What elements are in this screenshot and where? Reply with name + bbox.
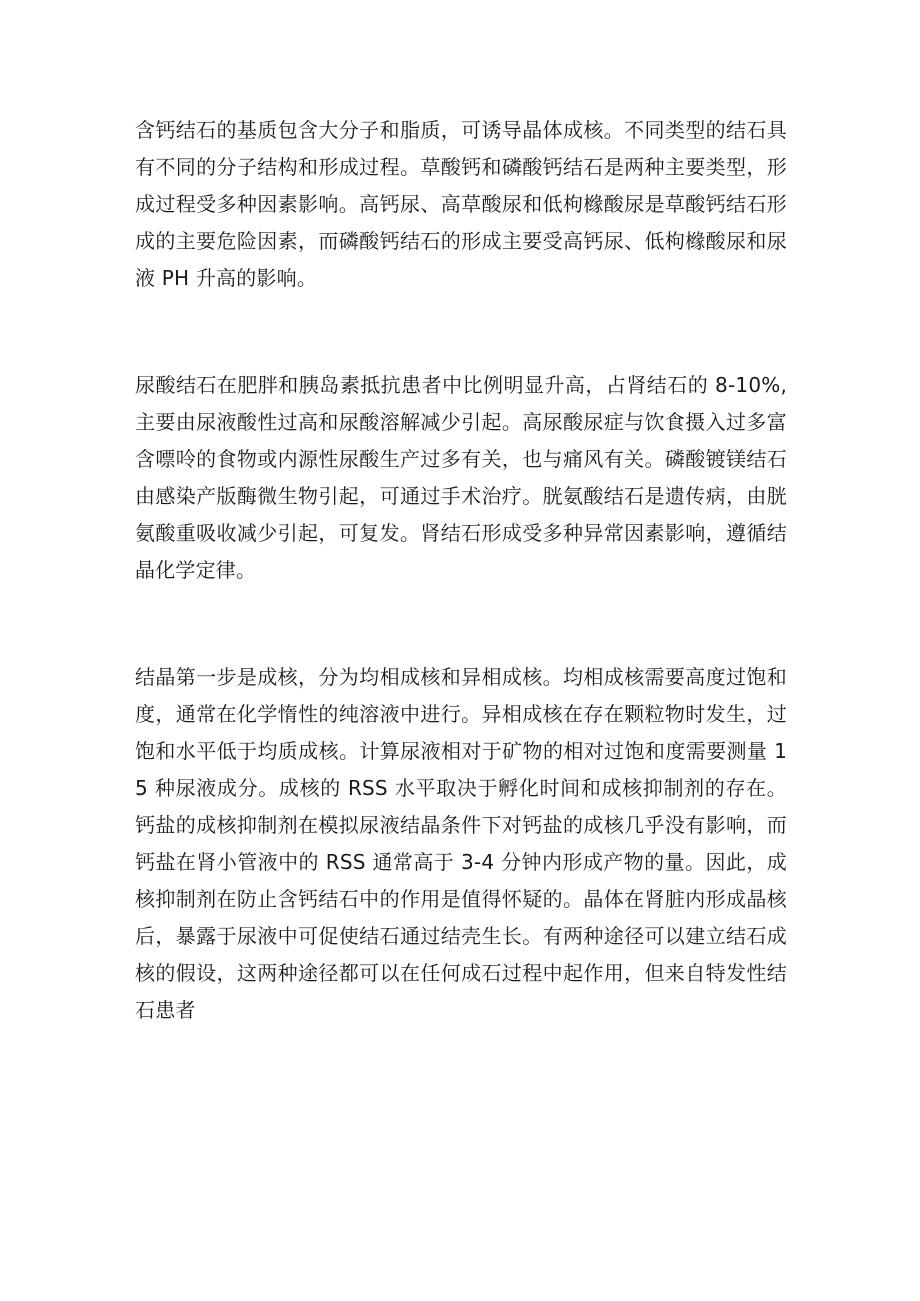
document-body [135,112,787,1029]
paragraph-calcium-stones: 含钙结石的基质包含大分子和脂质，可诱导晶体成核。不同类型的结石具有不同的分子结构和形成过程。草酸钙和磷酸钙结石是两种主要类型，形成过程受多种因素影响。高钙尿、高草酸尿和低枸橼酸尿是草酸钙结石形成的主要危险因素，而磷酸钙结石的形成主要受高钙尿、低枸橼酸尿和尿液 PH 升高的影响。 [135,118,787,290]
paragraph-nucleation: 结晶第一步是成核，分为均相成核和异相成核。均相成核需要高度过饱和度，通常在化学惰性的纯溶液中进行。异相成核在存在颗粒物时发生，过饱和水平低于均质成核。计算尿液相对于矿物的相对过饱和度需要测量 15 种尿液成分。成核的 RSS 水平取决于孵化时间和成核抑制剂的存在。钙盐的成核抑制剂在模拟尿液结晶条件下对钙盐的成核几乎没有影响，而钙盐在肾小管液中的 RSS 通常高于 3-4 分钟内形成产物的量。因此，成核抑制剂在防止含钙结石中的作用是值得怀疑的。晶体在肾脏内形成晶核后，暴露于尿液中可促使结石通过结壳生长。有两种途径可以建立结石成核的假设，这两种途径都可以在任何成石过程中起作用，但来自特发性结石患者 [135,665,787,1022]
paragraph-uric-acid-stones: 尿酸结石在肥胖和胰岛素抵抗患者中比例明显升高，占肾结石的 8-10%,主要由尿液酸性过高和尿酸溶解减少引起。高尿酸尿症与饮食摄入过多富含嘌呤的食物或内源性尿酸生产过多有关，也与痛风有关。磷酸镀镁结石由感染产版酶微生物引起，可通过手术治疗。胱氨酸结石是遗传病，由胱氨酸重吸收减少引起，可复发。肾结石形成受多种异常因素影响，遵循结晶化学定律。 [135,373,787,582]
